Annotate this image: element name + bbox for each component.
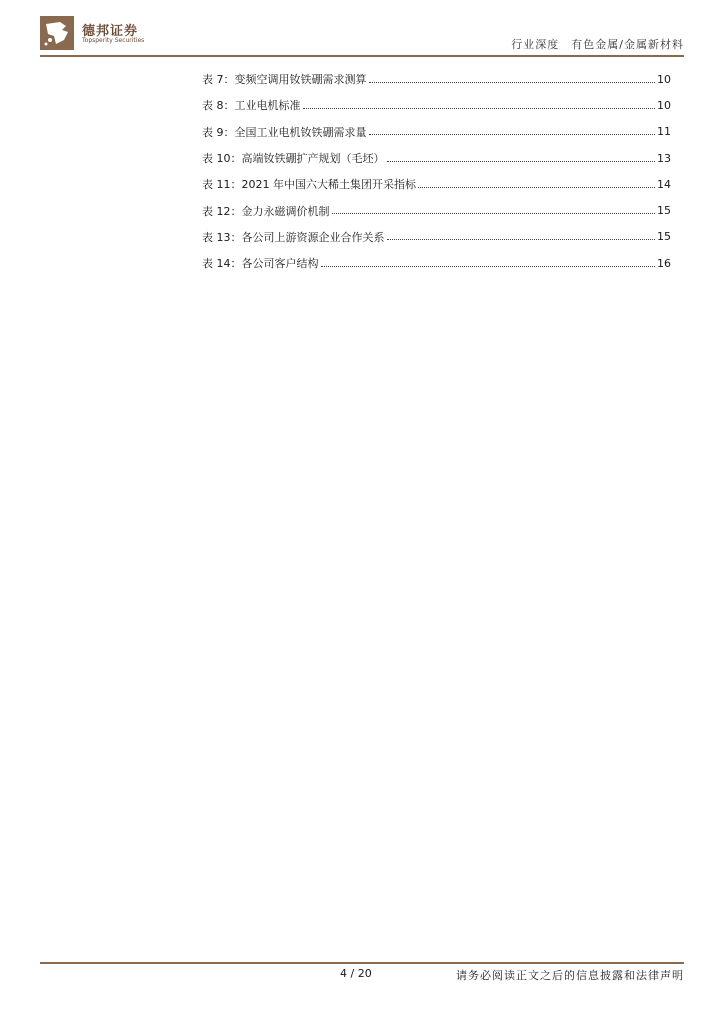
page-number: 4 / 20 [340, 967, 372, 980]
toc-entry-title: 表 9：全国工业电机钕铁硼需求量 [202, 125, 367, 139]
toc-entry-title: 表 12：金力永磁调价机制 [202, 204, 330, 218]
toc-entry-page: 11 [657, 125, 671, 139]
toc-leader [418, 187, 655, 188]
toc-entry-page: 15 [657, 204, 671, 218]
toc-entry[interactable] [202, 171, 671, 197]
toc-entry-page: 14 [657, 177, 671, 191]
toc-entry[interactable] [202, 66, 671, 92]
toc-entry[interactable] [202, 145, 671, 171]
toc-leader [332, 213, 656, 214]
toc-entry[interactable] [202, 119, 671, 145]
toc-entry[interactable] [202, 197, 671, 223]
toc-entry[interactable] [202, 250, 671, 276]
logo-mark-icon [40, 16, 74, 50]
toc-entry-title: 表 13：各公司上游资源企业合作关系 [202, 230, 385, 244]
toc-leader [369, 82, 656, 83]
toc-entry-title: 表 8：工业电机标准 [202, 99, 301, 113]
toc-entry[interactable] [202, 92, 671, 118]
header-meta [511, 36, 684, 52]
toc-entry-page: 10 [657, 98, 671, 112]
toc-leader [387, 161, 656, 162]
toc-entry-title: 表 14：各公司客户结构 [202, 257, 319, 271]
footer-divider [40, 962, 684, 964]
report-sector: 有色金属/金属新材料 [571, 38, 684, 51]
toc-leader [303, 108, 656, 109]
report-category: 行业深度 [511, 38, 560, 51]
company-logo [40, 16, 160, 50]
toc-entry[interactable] [202, 224, 671, 250]
toc-entry-page: 13 [657, 151, 671, 165]
disclaimer-note: 请务必阅读正文之后的信息披露和法律声明 [456, 969, 684, 982]
toc-entry-title: 表 11：2021 年中国六大稀土集团开采指标 [202, 178, 416, 192]
toc-entry-page: 10 [657, 72, 671, 86]
logo-name-cn: 德邦证券 [82, 24, 139, 39]
toc-entry-page: 15 [657, 230, 671, 244]
toc-entry-page: 16 [657, 256, 671, 270]
toc-entry-title: 表 7：变频空调用钕铁硼需求测算 [202, 73, 367, 87]
toc-leader [369, 134, 656, 135]
logo-name-en: Topsperity Securities [82, 37, 145, 44]
header-divider [40, 55, 684, 57]
toc-entry-title: 表 10：高端钕铁硼扩产规划（毛坯） [202, 152, 385, 166]
table-of-contents [202, 66, 671, 276]
toc-leader [387, 239, 656, 240]
toc-leader [321, 266, 656, 267]
